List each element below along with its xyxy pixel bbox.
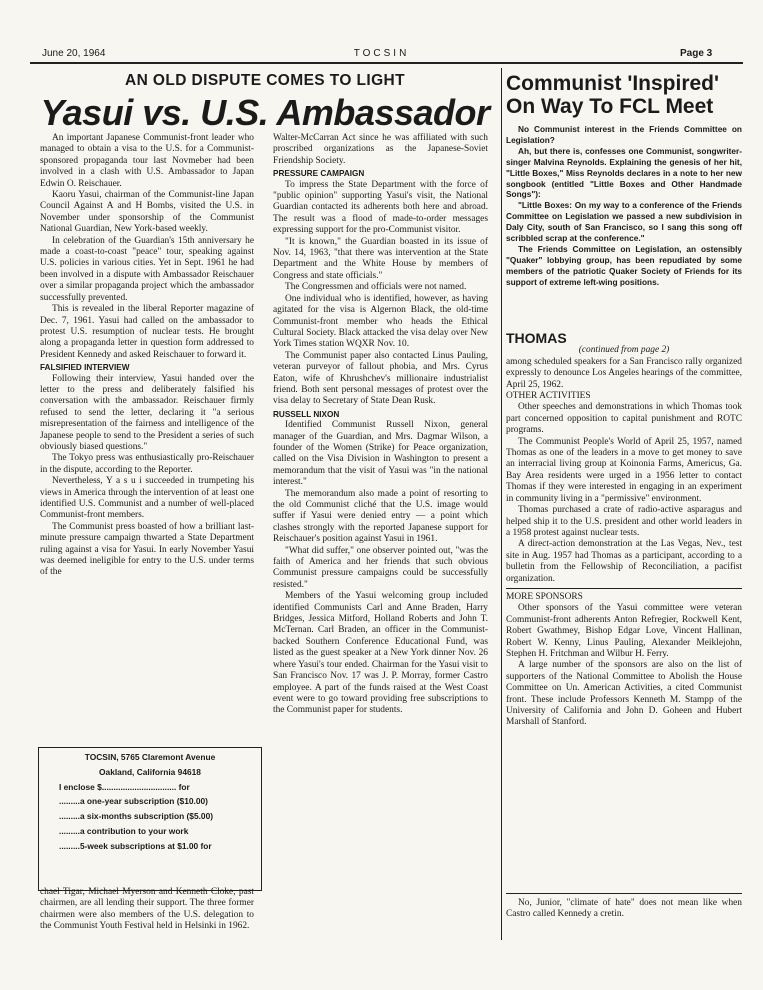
coupon-option-one-year[interactable]: .........a one-year subscription ($10.00) — [59, 796, 208, 807]
paragraph: In celebration of the Guardian's 15th anniversary he made a coast-to-coast "peace" tour, speaking against U.S. policies in various cities. Yet in Sept. 1961 he had been involved in a dispute with Ambassador Reischauer over a similar propaganda project which the ambassador successfully prevented. — [40, 235, 254, 303]
paragraph: The memorandum also made a point of resorting to the old Communist cliché that the U.S. image would suffer if Yasui were denied entry — a point which clashes strongly with the reported Japanese support for Reischauer's position against Yasui in 1961. — [273, 488, 488, 545]
intro-paragraph: The Friends Committee on Legislation, an ostensibly "Quaker" lobbying group, has been repudiated by some members of the patriotic Quaker Society of Friends for its support of extreme left-wing positions. — [506, 243, 742, 287]
paragraph: Walter-McCarran Act since he was affiliated with such proscribed organizations as the Japanese-Soviet Friendship Society. — [273, 133, 488, 166]
paragraph: An important Japanese Communist-front leader who managed to obtain a visa to the U.S. for a Communist-sponsored propaganda tour last Novmeber had been involved in a clash with U.S. Ambassador to Japan Edwin O. Reischauer. — [40, 133, 254, 189]
page-number: Page 3 — [680, 48, 713, 59]
subhead: FALSIFIED INTERVIEW — [40, 363, 130, 373]
intro-paragraph: Ah, but there is, confesses one Communist, songwriter-singer Malvina Reynolds. Explaining the genesis of her hit, "Little Boxes," Miss Reynolds declares in a note to her new songbook (entitled "Little Boxes and Other Handmade Songs"): — [506, 145, 742, 200]
continued-note: (continued from page 2) — [578, 345, 670, 356]
paragraph: Following their interview, Yasui handed over the letter to the press and deliberately falsified his conversation with the ambassador. Reischauer firmly refused to send the letter, declaring it "a serious misrepresentation of the fairness and intelligence of the Japanese people to send to the President a series of such obviously biased questions." — [40, 373, 254, 452]
masthead: TOCSIN — [353, 48, 410, 59]
subhead: PRESSURE CAMPAIGN — [273, 169, 365, 179]
article-column-1-tail — [40, 887, 254, 949]
intro-paragraph: "Little Boxes: On my way to a conference of the Friends Committee on Legislation we passed a new subdivision in Daly City, south of San Francisco, so I sang this song off scribbled scrap at the conference." — [506, 200, 742, 244]
paragraph: A large number of the sponsors are also on the list of supporters of the National Committee to Abolish the House Committee on Un. American Activities, a cited Communist front. These include Professors Kenneth M. Stampp of the University of California and John D. Goheen and Hubert Marshall of Stanford. — [506, 660, 742, 728]
issue-date: June 20, 1964 — [42, 48, 106, 59]
paragraph: The Communist press boasted of how a brilliant last-minute pressure campaign thwarted a State Department ruling against a visa for Yasui. In early November Yasui was deemed ineligible for entry to the U.S. under terms of the — [40, 521, 254, 578]
sidebar-intro — [506, 124, 742, 332]
paragraph: No, Junior, "climate of hate" does not mean like when Castro called Kennedy a cretin. — [506, 898, 742, 920]
thomas-continuation — [506, 331, 742, 887]
coupon-option-six-months[interactable]: .........a six-months subscription ($5.00) — [59, 811, 214, 822]
coupon-option-five-week[interactable]: .........5-week subscriptions at $1.00 for — [59, 840, 212, 851]
paragraph: chael Tigar, Michael Myerson and Kenneth Cloke, past chairmen, are all lending their support. The three former chairmen were also members of the U.S. delegation to the Communist Youth Festival held in Helsinki in 1962. — [40, 887, 254, 932]
header-rule — [30, 62, 743, 64]
paragraph: among scheduled speakers for a San Francisco rally organized expressly to denounce Los Angeles hearings of the committee, April 25, 1962. — [506, 356, 742, 390]
article-kicker: AN OLD DISPUTE COMES TO LIGHT — [125, 72, 405, 89]
subhead: RUSSELL NIXON — [273, 409, 340, 419]
paragraph: Other sponsors of the Yasui committee were veteran Communist-front adherents Anton Refregier, Rockwell Kent, Robert Gwathmey, Bishop Edgar Love, Vincent Hallinan, Robert W. Kenny, Linus Pauling, Alexander Meiklejohn, Stephen H. Fritchman and Wilbur H. Ferry. — [506, 603, 742, 659]
paragraph: A direct-action demonstration at the Las Vegas, Nev., test site in Aug. 1957 had Thomas as a participant, according to a bulletin from the Fellowship of Reconciliation, a pacifist organization. — [506, 539, 742, 584]
paragraph: Thomas purchased a crate of radio-active asparagus and helped ship it to the U.S. president and other world leaders in a 1958 protest against nuclear tests. — [506, 505, 742, 538]
thomas-headline: THOMAS — [506, 331, 567, 346]
paragraph: The Communist People's World of April 25, 1957, named Thomas as one of the leaders in a move to get money to save an interracial living group at Koinonia Farms, Americus, Ga. Bay Area residents were urged in a 1956 letter to contact Thomas if they were interested in engaging in an experiment in community living in a "permissive" environment. — [506, 436, 742, 504]
paragraph: "What did suffer," one observer pointed out, "was the faith of America and her friends that such obvious Communist pressure campaigns could be successfully resisted." — [273, 545, 488, 590]
subscription-coupon[interactable] — [38, 747, 262, 891]
paragraph: The Tokyo press was enthusiastically pro-Reischauer in the dispute, according to the Reporter. — [40, 453, 254, 475]
column-divider — [501, 68, 502, 940]
article-column-1 — [40, 133, 254, 743]
paragraph: Kaoru Yasui, chairman of the Communist-line Japan Council Against A and H Bombs, visited the U.S. in November under sponsorship of the Communist National Guardian, New York-based weekly. — [40, 190, 254, 235]
subhead: MORE SPONSORS — [506, 588, 742, 603]
article-headline: Yasui vs. U.S. Ambassador — [40, 92, 490, 133]
paragraph: Identified Communist Russell Nixon, general manager of the Guardian, and Mrs. Dagmar Wilson, a founder of the Women (Strike) for Peace organization, called on the Visa Division in Washington to present a memorandum that the visit of Yasui was "in the national interest." — [273, 420, 488, 488]
paragraph: The Congressmen and officials were not named. — [285, 282, 467, 293]
coupon-enclose[interactable]: I enclose $................................ for — [59, 781, 190, 792]
coupon-option-contribution[interactable]: .........a contribution to your work — [59, 825, 189, 836]
paragraph: Members of the Yasui welcoming group included identified Communists Carl and Anne Braden, Harry Bridges, Jessica Mitford, Holland Roberts and John T. McTernan. Carl Braden, an officer in the Communist-backed Southern Conference Educational Fund, was listed as the guest speaker at a New York dinner Nov. 26 where Yasui's tour ended. Chairman for the Yasui visit to San Francisco Nov. 17 was J. P. Morray, former Castro employee. A part of the funds raised at the West Coast event were to go toward providing free subscriptions to the Communist paper for students. — [273, 591, 488, 716]
paragraph: The Communist paper also contacted Linus Pauling, veteran purveyor of fallout phobia, and Mrs. Cyrus Eaton, wife of Khrushchev's millionaire industrialist friend. Both sent personal messages of protest over the visa delay to Secretary of State Dean Rusk. — [273, 350, 488, 407]
junior-filler — [506, 893, 742, 921]
paragraph: Nevertheless, Y a s u i succeeded in trumpeting his views in America through the intervention of at least one identified U.S. Communist and a number of well-placed Communist-front members. — [40, 476, 254, 521]
paragraph: This is revealed in the liberal Reporter magazine of Dec. 7, 1961. Yasui had called on the ambassador to protest U.S. resumption of nuclear tests. He brought along a propaganda letter in question form addressed to President Kennedy and asked Reischauer to forward it. — [40, 304, 254, 360]
paragraph: Other speeches and demonstrations in which Thomas took part concerned opposition to capital punishment and ROTC programs. — [506, 402, 742, 436]
subhead: OTHER ACTIVITIES — [506, 391, 591, 402]
sidebar-headline: Communist 'Inspired' On Way To FCL Meet — [506, 72, 720, 118]
coupon-city: Oakland, California 94618 — [99, 766, 201, 777]
intro-paragraph: No Communist interest in the Friends Committee on Legislation? — [506, 124, 742, 145]
paragraph: To impress the State Department with the force of "public opinion" supporting Yasui's visit, the National Guardian contacted its adherents both here and abroad. The result was a flood of made-to-order messages expressing support for the pro-Communist visitor. — [273, 179, 488, 236]
article-column-2 — [273, 133, 488, 951]
paragraph: One individual who is identified, however, as having agitated for the visa is Algernon Black, the old-time Communist-front member who heads the Ethical Cultural Society. Black attacked the visa delay over New York Times station WQXR Nov. 10. — [273, 293, 488, 350]
coupon-address: TOCSIN, 5765 Claremont Avenue — [84, 752, 216, 762]
paragraph: "It is known," the Guardian boasted in its issue of Nov. 14, 1963, "that there was intervention at the State Department and the White House by members of Congress and state officials." — [273, 236, 488, 281]
